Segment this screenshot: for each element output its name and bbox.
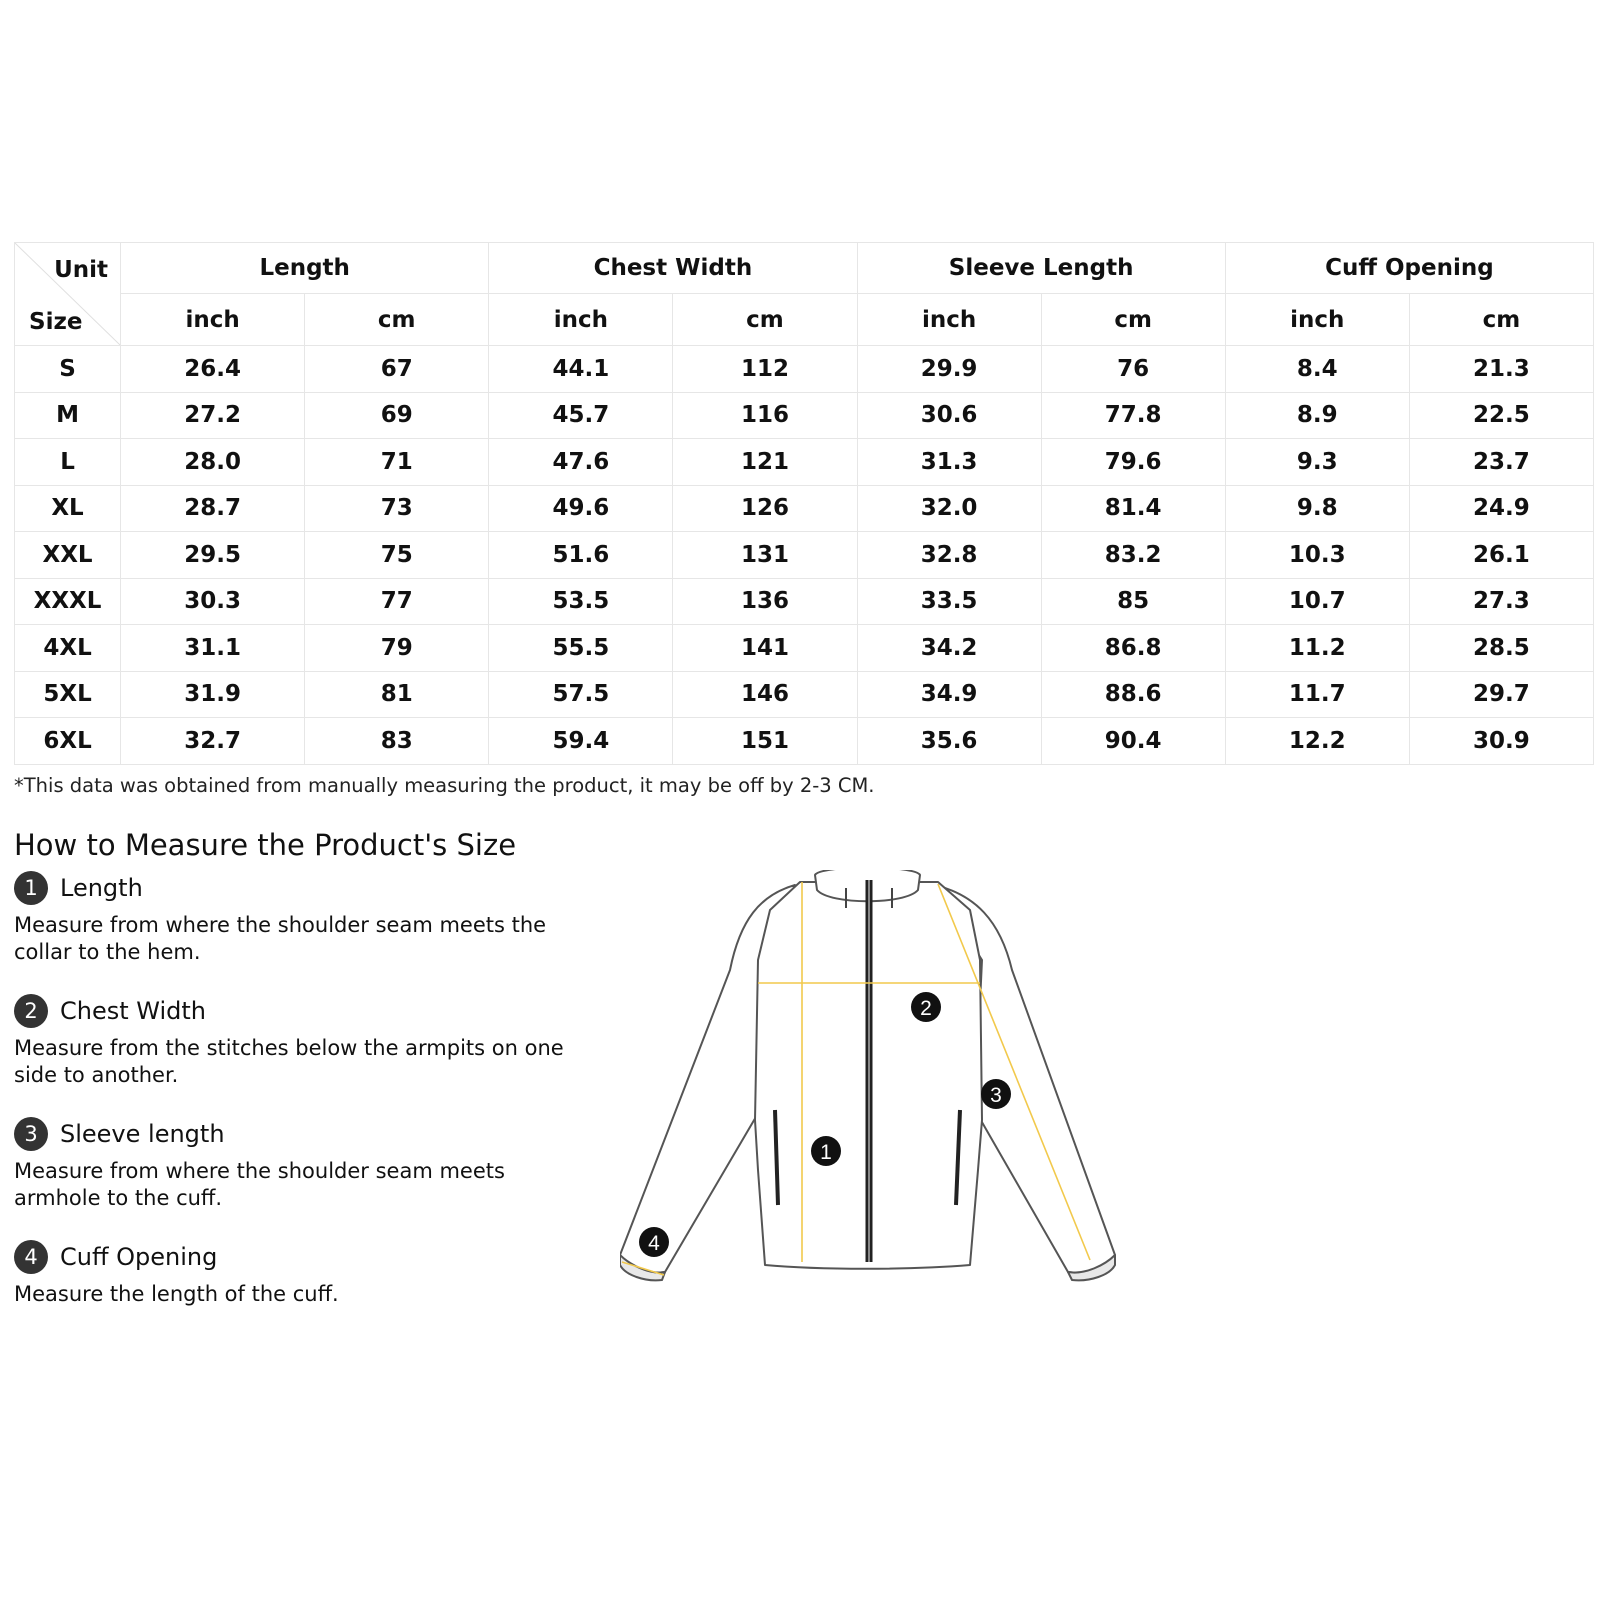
measurement-cell: 9.8 <box>1225 485 1409 532</box>
measurement-cell: 47.6 <box>489 439 673 486</box>
table-row <box>15 532 1594 579</box>
group-header-chest-width: Chest Width <box>489 243 857 294</box>
measurement-cell: 22.5 <box>1409 392 1593 439</box>
size-label-cell: XXXL <box>15 578 121 625</box>
measurement-cell: 31.1 <box>121 625 305 672</box>
measurement-cell: 35.6 <box>857 718 1041 765</box>
measurement-cell: 29.9 <box>857 346 1041 393</box>
measurement-cell: 29.5 <box>121 532 305 579</box>
measurement-cell: 55.5 <box>489 625 673 672</box>
measurement-cell: 34.9 <box>857 671 1041 718</box>
step-number-badge: 4 <box>14 1240 48 1274</box>
measurement-cell: 28.5 <box>1409 625 1593 672</box>
measurement-cell: 71 <box>305 439 489 486</box>
step-description-line: Measure from where the shoulder seam meets <box>14 1159 505 1183</box>
measurement-cell: 44.1 <box>489 346 673 393</box>
measurement-cell: 27.2 <box>121 392 305 439</box>
measurement-cell: 79 <box>305 625 489 672</box>
measurement-cell: 45.7 <box>489 392 673 439</box>
size-label-cell: M <box>15 392 121 439</box>
measurement-cell: 12.2 <box>1225 718 1409 765</box>
step-number-badge: 2 <box>14 994 48 1028</box>
corner-header-cell <box>15 243 121 346</box>
measurement-cell: 9.3 <box>1225 439 1409 486</box>
size-label-cell: S <box>15 346 121 393</box>
measurement-cell: 31.9 <box>121 671 305 718</box>
measurement-cell: 8.4 <box>1225 346 1409 393</box>
measurement-cell: 81.4 <box>1041 485 1225 532</box>
svg-text:4: 4 <box>648 1232 660 1255</box>
measurement-cell: 90.4 <box>1041 718 1225 765</box>
measurement-cell: 141 <box>673 625 857 672</box>
how-to-measure-title: How to Measure the Product's Size <box>14 828 517 862</box>
step-title: Sleeve length <box>60 1120 225 1148</box>
measurement-cell: 59.4 <box>489 718 673 765</box>
size-chart-table <box>14 242 1594 765</box>
measurement-cell: 24.9 <box>1409 485 1593 532</box>
measurement-cell: 75 <box>305 532 489 579</box>
measurement-cell: 10.3 <box>1225 532 1409 579</box>
measurement-cell: 57.5 <box>489 671 673 718</box>
measurement-cell: 85 <box>1041 578 1225 625</box>
measurement-cell: 32.7 <box>121 718 305 765</box>
measurement-cell: 51.6 <box>489 532 673 579</box>
step-title: Length <box>60 874 143 902</box>
measurement-cell: 49.6 <box>489 485 673 532</box>
step-description-line: armhole to the cuff. <box>14 1186 223 1210</box>
table-row <box>15 578 1594 625</box>
measurement-cell: 146 <box>673 671 857 718</box>
step-description <box>14 1158 574 1212</box>
unit-header-cell: inch <box>1225 294 1409 346</box>
measurement-cell: 34.2 <box>857 625 1041 672</box>
measurement-cell: 31.3 <box>857 439 1041 486</box>
size-label-cell: 6XL <box>15 718 121 765</box>
measurement-cell: 121 <box>673 439 857 486</box>
table-row <box>15 671 1594 718</box>
unit-header-cell: inch <box>857 294 1041 346</box>
measurement-cell: 30.3 <box>121 578 305 625</box>
size-label-cell: XL <box>15 485 121 532</box>
table-row <box>15 439 1594 486</box>
svg-text:1: 1 <box>820 1141 832 1164</box>
unit-header-cell: inch <box>489 294 673 346</box>
measurement-cell: 30.9 <box>1409 718 1593 765</box>
table-row <box>15 392 1594 439</box>
measurement-cell: 28.7 <box>121 485 305 532</box>
marker-1 <box>811 1136 841 1166</box>
measurement-cell: 28.0 <box>121 439 305 486</box>
size-label-cell: 5XL <box>15 671 121 718</box>
size-label-cell: 4XL <box>15 625 121 672</box>
measurement-cell: 8.9 <box>1225 392 1409 439</box>
step-description-line: Measure from the stitches below the armpits on one <box>14 1036 564 1060</box>
measurement-cell: 131 <box>673 532 857 579</box>
table-row <box>15 718 1594 765</box>
table-row <box>15 625 1594 672</box>
step-description <box>14 1035 574 1089</box>
measurement-cell: 79.6 <box>1041 439 1225 486</box>
unit-header-cell: cm <box>1041 294 1225 346</box>
step-description <box>14 912 574 966</box>
unit-header: Unit <box>54 257 109 283</box>
measurement-cell: 76 <box>1041 346 1225 393</box>
measurement-cell: 136 <box>673 578 857 625</box>
size-label-cell: XXL <box>15 532 121 579</box>
measurement-cell: 11.7 <box>1225 671 1409 718</box>
step-description <box>14 1281 574 1308</box>
measurement-note: *This data was obtained from manually measuring the product, it may be off by 2-3 CM. <box>14 774 875 797</box>
step-number-badge: 1 <box>14 871 48 905</box>
measurement-cell: 26.1 <box>1409 532 1593 579</box>
step-chest-width <box>14 993 574 1089</box>
step-length <box>14 870 574 966</box>
measurement-cell: 151 <box>673 718 857 765</box>
measurement-cell: 27.3 <box>1409 578 1593 625</box>
measurement-cell: 32.8 <box>857 532 1041 579</box>
measurement-cell: 73 <box>305 485 489 532</box>
measurement-cell: 10.7 <box>1225 578 1409 625</box>
step-description-line: collar to the hem. <box>14 940 201 964</box>
group-header-length: Length <box>121 243 489 294</box>
measurement-cell: 11.2 <box>1225 625 1409 672</box>
measurement-cell: 30.6 <box>857 392 1041 439</box>
measurement-cell: 112 <box>673 346 857 393</box>
jacket-measurement-diagram <box>620 870 1150 1320</box>
measurement-cell: 23.7 <box>1409 439 1593 486</box>
measurement-cell: 83 <box>305 718 489 765</box>
unit-header-cell: cm <box>305 294 489 346</box>
measurement-cell: 33.5 <box>857 578 1041 625</box>
measurement-cell: 83.2 <box>1041 532 1225 579</box>
step-description-line: Measure the length of the cuff. <box>14 1282 339 1306</box>
measurement-cell: 32.0 <box>857 485 1041 532</box>
unit-header-cell: inch <box>121 294 305 346</box>
size-header: Size <box>29 309 83 335</box>
measurement-cell: 21.3 <box>1409 346 1593 393</box>
step-sleeve-length <box>14 1116 574 1212</box>
marker-3 <box>981 1079 1011 1109</box>
marker-2 <box>911 992 941 1022</box>
measurement-cell: 77.8 <box>1041 392 1225 439</box>
step-cuff-opening <box>14 1239 574 1308</box>
marker-4 <box>639 1227 669 1257</box>
table-row <box>15 485 1594 532</box>
step-title: Cuff Opening <box>60 1243 218 1271</box>
measurement-cell: 88.6 <box>1041 671 1225 718</box>
size-label-cell: L <box>15 439 121 486</box>
measurement-cell: 86.8 <box>1041 625 1225 672</box>
table-row <box>15 346 1594 393</box>
group-header-sleeve-length: Sleeve Length <box>857 243 1225 294</box>
measurement-cell: 77 <box>305 578 489 625</box>
step-description-line: side to another. <box>14 1063 179 1087</box>
measurement-cell: 67 <box>305 346 489 393</box>
unit-header-cell: cm <box>673 294 857 346</box>
svg-text:2: 2 <box>920 997 932 1020</box>
group-header-cuff-opening: Cuff Opening <box>1225 243 1593 294</box>
step-title: Chest Width <box>60 997 207 1025</box>
unit-header-cell: cm <box>1409 294 1593 346</box>
size-table-body <box>15 346 1594 765</box>
step-number-badge: 3 <box>14 1117 48 1151</box>
step-description-line: Measure from where the shoulder seam meets the <box>14 913 547 937</box>
measurement-cell: 126 <box>673 485 857 532</box>
measurement-cell: 69 <box>305 392 489 439</box>
measurement-cell: 81 <box>305 671 489 718</box>
measurement-cell: 116 <box>673 392 857 439</box>
svg-text:3: 3 <box>990 1084 1002 1107</box>
measurement-cell: 26.4 <box>121 346 305 393</box>
measurement-cell: 53.5 <box>489 578 673 625</box>
measurement-cell: 29.7 <box>1409 671 1593 718</box>
